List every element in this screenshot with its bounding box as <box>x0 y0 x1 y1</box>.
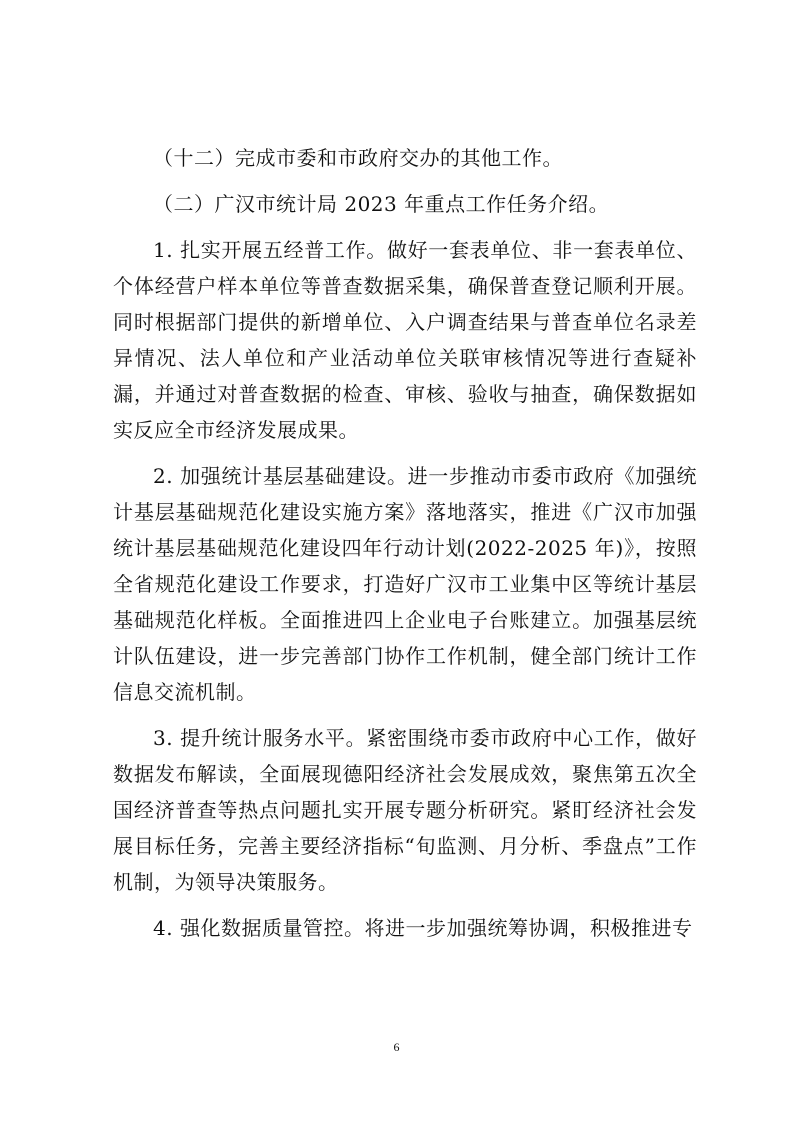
document-body <box>113 140 697 946</box>
section-heading: （二）广汉市统计局 2023 年重点工作任务介绍。 <box>153 192 610 216</box>
paragraph-task-3: 3. 提升统计服务水平。紧密围绕市委市政府中心工作，做好数据发布解读，全面展现德阳经济社会发展成效，聚焦第五次全国经济普查等热点问题扎实开展专题分析研究。紧盯经济社会发展目标任务，完善主要经济指标“旬监测、月分析、季盘点”工作机制，为领导决策服务。 <box>113 726 697 894</box>
paragraph-item-twelve: （十二）完成市委和市政府交办的其他工作。 <box>153 146 563 170</box>
paragraph-task-1: 1. 扎实开展五经普工作。做好一套表单位、非一套表单位、个体经营户样本单位等普查数据采集，确保普查登记顺利开展。同时根据部门提供的新增单位、入户调查结果与普查单位名录差异情况、法人单位和产业活动单位关联审核情况等进行查疑补漏，并通过对普查数据的检查、审核、验收与抽查，确保数据如实反应全市经济发展成果。 <box>113 238 697 442</box>
page-number: 6 <box>393 1040 400 1054</box>
paragraph-task-2: 2. 加强统计基层基础建设。进一步推动市委市政府《加强统计基层基础规范化建设实施方案》落地落实，推进《广汉市加强统计基层基础规范化建设四年行动计划(2022-2025 年)》，按照全省规范化建设工作要求，打造好广汉市工业集中区等统计基层基础规范化样板。全面推进四上企业电子台账建立。加强基层统计队伍建设，进一步完善部门协作工作机制，健全部门统计工作信息交流机制。 <box>113 464 697 704</box>
paragraph-task-4: 4. 强化数据质量管控。将进一步加强统筹协调，积极推进专 <box>153 916 693 940</box>
